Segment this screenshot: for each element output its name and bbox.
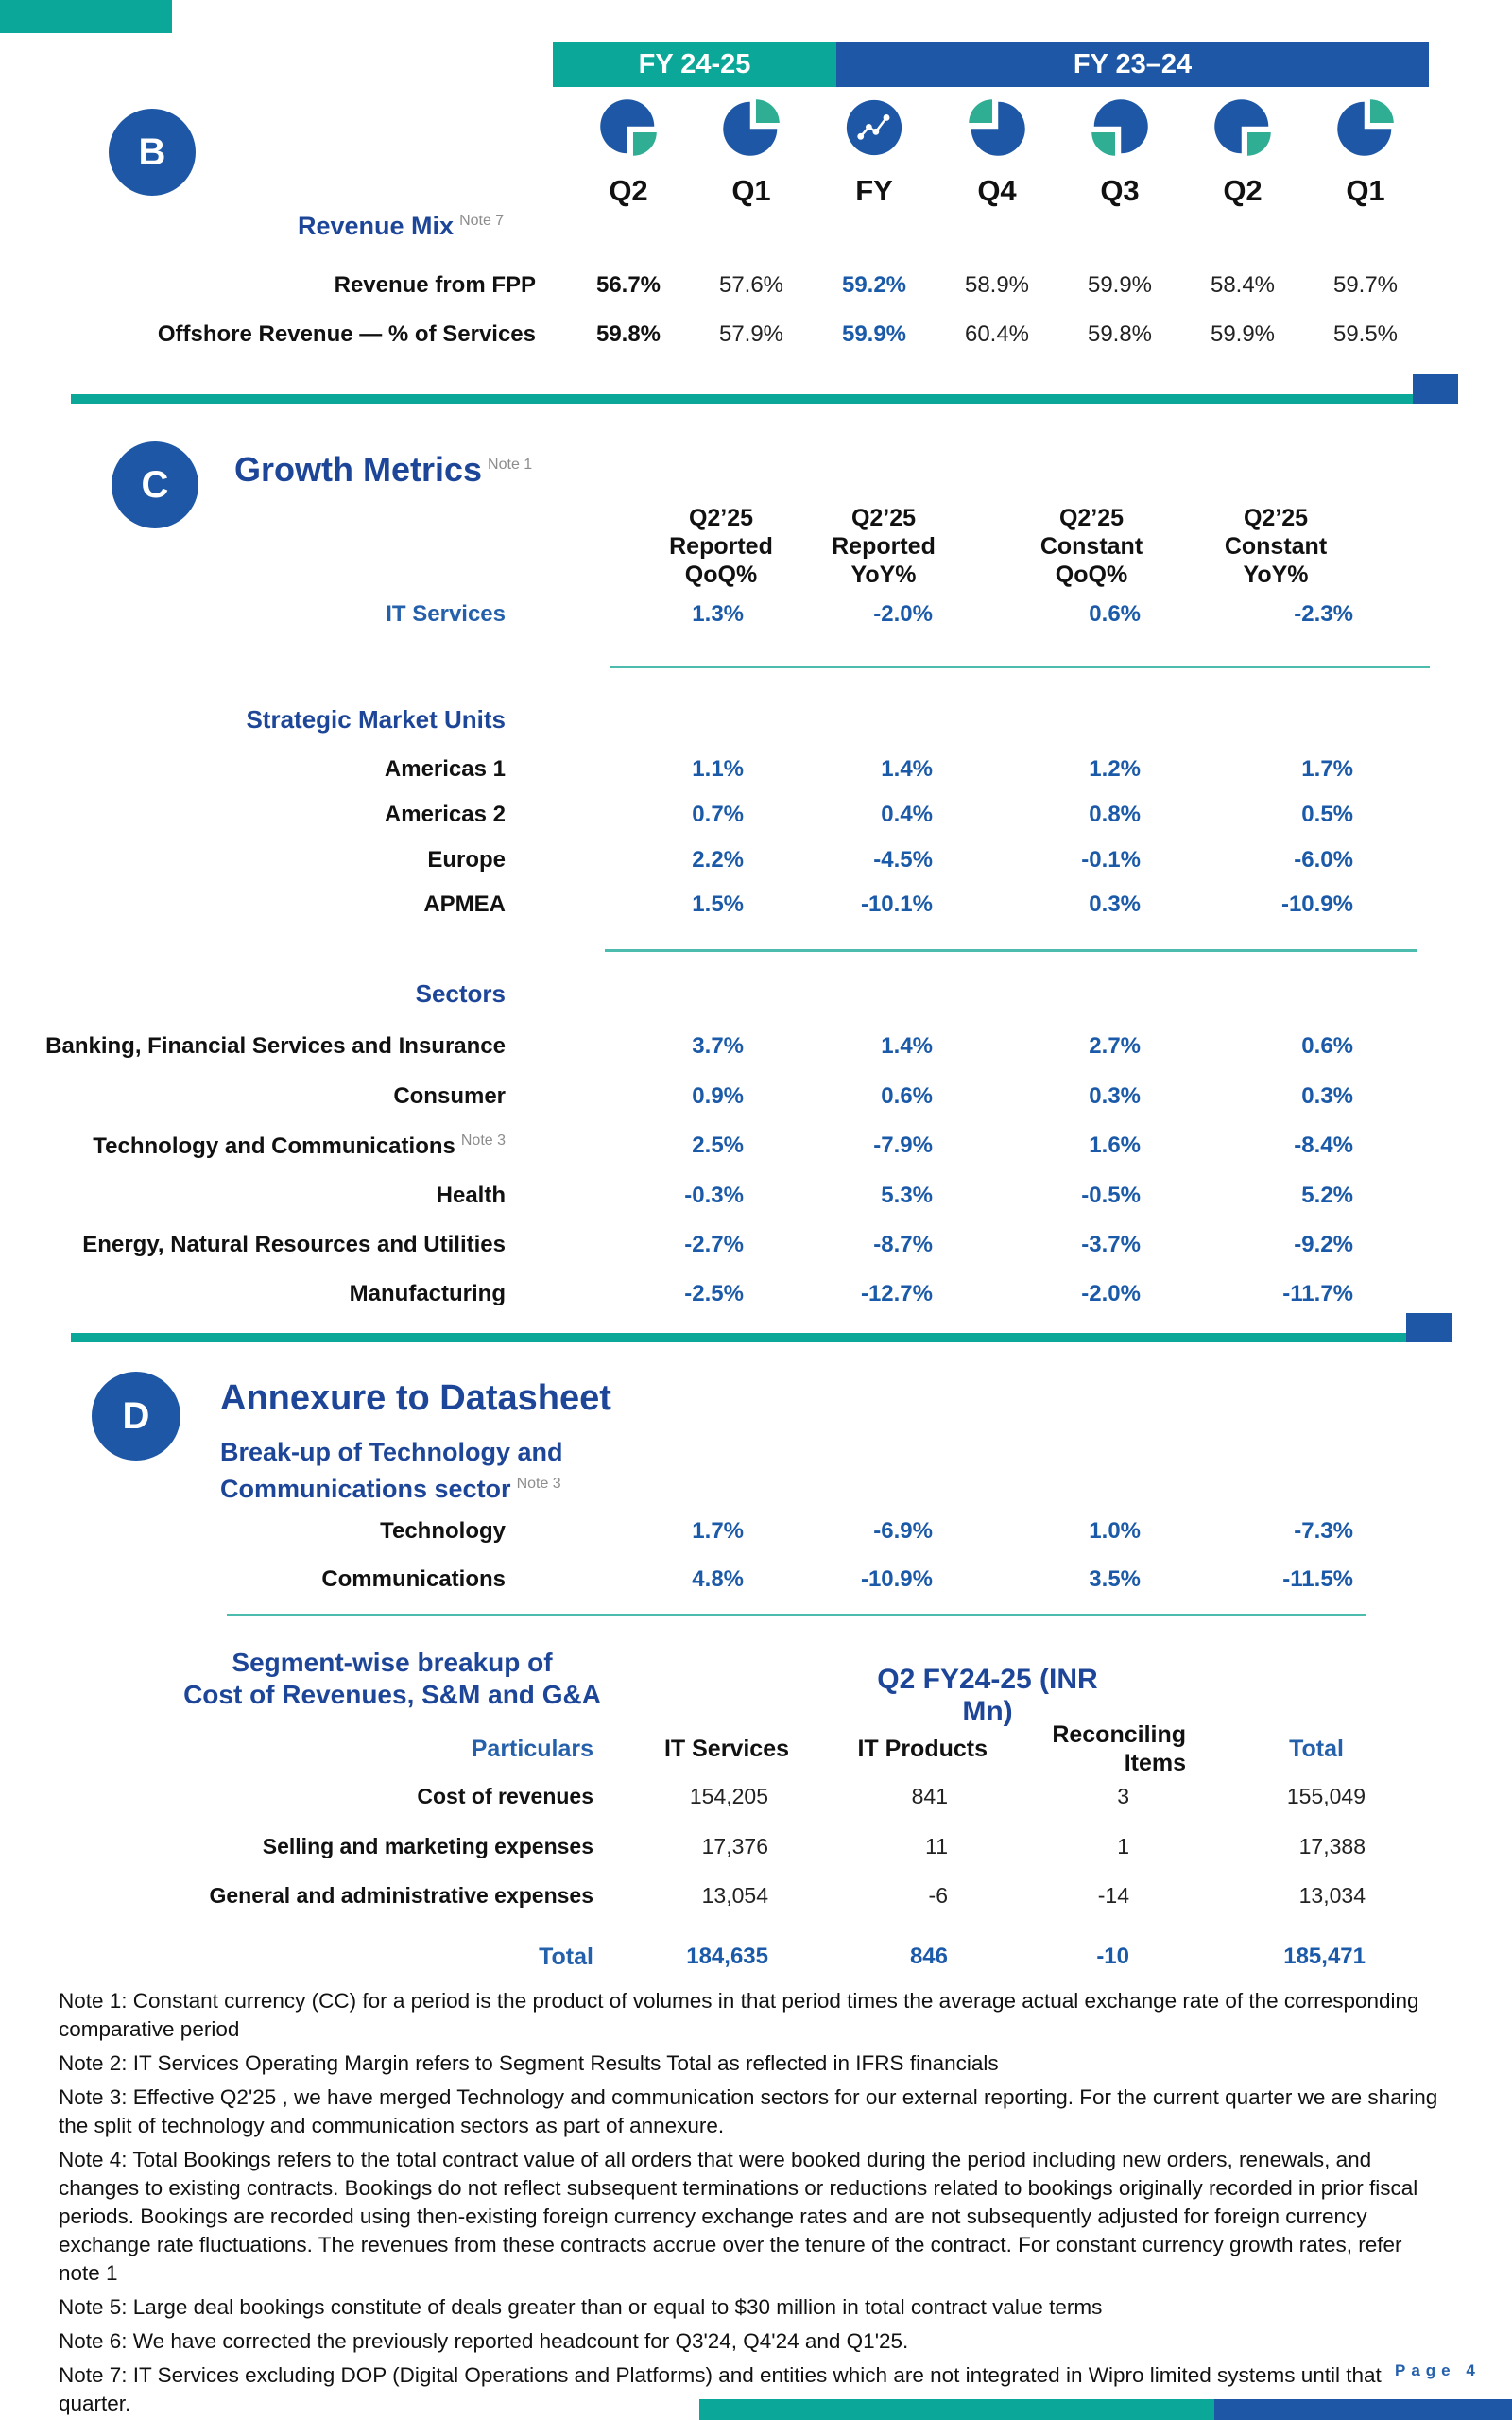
row-label: Total (539, 1943, 593, 1970)
table-row (0, 1779, 1367, 1813)
value-cell: 2.2% (692, 847, 744, 873)
value-cell: 59.9% (1087, 272, 1153, 298)
section-c-badge: C (112, 441, 198, 528)
value-cell: 0.3% (1089, 1083, 1141, 1109)
section-divider (71, 394, 1458, 404)
table-underline (605, 949, 1418, 952)
value-cell: 13,054 (701, 1882, 768, 1908)
row-label: Banking, Financial Services and Insurance (45, 1033, 506, 1059)
trend-fy-icon (845, 98, 903, 157)
column-header: Total (1289, 1735, 1344, 1762)
value-cell: 0.5% (1301, 802, 1353, 827)
pie-q1-icon (722, 98, 781, 157)
row-label: Offshore Revenue — % of Services (157, 321, 536, 347)
pie-q2-icon (1213, 98, 1272, 157)
value-cell: 5.2% (1301, 1183, 1353, 1208)
pie-q1-icon (1336, 98, 1395, 157)
table-row (0, 1226, 1361, 1264)
table-row (0, 796, 1361, 834)
value-cell: 1.5% (692, 891, 744, 917)
row-label: Communications (321, 1566, 506, 1592)
smu-heading: Strategic Market Units (246, 705, 506, 734)
row-label: APMEA (423, 891, 506, 917)
column-header: Reconciling Items (1052, 1721, 1186, 1776)
value-cell: 1.7% (1301, 756, 1353, 782)
value-cell: -2.0% (873, 601, 933, 627)
table-row (0, 1829, 1367, 1863)
value-cell: 1.4% (881, 756, 933, 782)
note-text: Note 4: Total Bookings refers to the total contract value of all orders that were booked during the period including new orders, renewals, and changes to existing contracts. Bookings do not reflect subsequent terminations or reductions related to bookings originally recorded in prior fiscal periods. Bookings are recorded using then-existing foreign currency exchange rates and are not subsequently adjusted for foreign currency exchange rate fluctuations. The revenues from these contracts accrue over the tenure of the contract. For constant currency growth rates, refer note 1 (59, 2148, 1418, 2285)
value-cell: 184,635 (686, 1944, 768, 1969)
value-cell: 56.7% (595, 272, 662, 298)
footer-teal-bar (699, 2399, 1214, 2420)
note-text: Note 1: Constant currency (CC) for a period is the product of volumes in that period times the average actual exchange rate of the corresponding comparative period (59, 1989, 1419, 2041)
value-cell: -9.2% (1294, 1232, 1353, 1257)
page-number: Page 4 (1395, 2361, 1481, 2379)
table-underline (610, 666, 1430, 668)
value-cell: -14 (1097, 1882, 1129, 1908)
value-cell: -6.0% (1294, 847, 1353, 873)
value-cell: -2.0% (1081, 1281, 1141, 1306)
fy-current-banner: FY 24-25 (553, 42, 836, 87)
value-cell: 3.5% (1089, 1566, 1141, 1592)
segment-period-title: Q2 FY24-25 (INR Mn) (877, 1664, 1098, 1727)
value-cell: -7.3% (1294, 1518, 1353, 1544)
value-cell: 17,388 (1298, 1833, 1366, 1858)
growth-metrics-title: Growth Metrics $^{Note 1}$ (234, 450, 533, 489)
annexure-title: Annexure to Datasheet (220, 1378, 611, 1418)
quarter-icons-row (0, 95, 1455, 161)
table-row (0, 751, 1361, 788)
table-row (0, 1878, 1367, 1912)
value-cell: 5.3% (881, 1183, 933, 1208)
pie-q4-icon (968, 98, 1026, 157)
row-label: Americas 1 (384, 756, 506, 782)
quarter-label: Q1 (1346, 174, 1385, 207)
table-row (0, 1177, 1361, 1215)
quarter-label: Q2 (1223, 174, 1263, 207)
value-cell: -2.5% (684, 1281, 744, 1306)
row-label: IT Services (386, 601, 506, 627)
note-text: Note 5: Large deal bookings constitute of deals greater than or equal to $30 million in total contract value terms (59, 2295, 1103, 2319)
column-header: Q2’25 Constant QoQ% (1040, 505, 1143, 588)
revenue-mix-title: Revenue Mix $^{Note 7}$ (298, 212, 505, 240)
value-cell: 59.2% (841, 272, 907, 298)
value-cell: -3.7% (1081, 1232, 1141, 1257)
table-row (0, 1078, 1361, 1115)
note-reference: Note 7 (459, 213, 505, 229)
column-header: IT Services (663, 1735, 789, 1762)
row-label: General and administrative expenses (209, 1882, 593, 1908)
section-divider (71, 1333, 1452, 1342)
annexure-subtitle: Break-up of Technology and Communications sector $^{Note 3}$ (220, 1438, 563, 1503)
pie-q2-icon (599, 98, 658, 157)
value-cell: 57.6% (718, 272, 784, 298)
value-cell: -11.5% (1282, 1566, 1353, 1592)
value-cell: 0.7% (692, 802, 744, 827)
quarter-label: FY (855, 174, 893, 207)
row-label: Energy, Natural Resources and Utilities (82, 1232, 506, 1257)
value-cell: -2.7% (684, 1232, 744, 1257)
value-cell: 1.1% (692, 756, 744, 782)
column-header: Q2’25 Reported QoQ% (669, 505, 773, 588)
value-cell: 1.6% (1089, 1132, 1141, 1158)
value-cell: 13,034 (1298, 1882, 1366, 1908)
value-cell: 154,205 (689, 1783, 768, 1808)
value-cell: 0.4% (881, 802, 933, 827)
note-text: Note 7: IT Services excluding DOP (Digital Operations and Platforms) and entities which are not integrated in Wipro limited systems until that quarter. (59, 2363, 1382, 2415)
value-cell: 3 (1117, 1783, 1129, 1808)
table-row (0, 1561, 1361, 1599)
value-cell: 155,049 (1286, 1783, 1366, 1808)
quarter-label: Q4 (977, 174, 1017, 207)
row-label: Revenue from FPP (334, 272, 536, 298)
column-header: Particulars (471, 1735, 593, 1762)
value-cell: -10 (1096, 1944, 1129, 1969)
table-row (0, 841, 1361, 879)
value-cell: 1.0% (1089, 1518, 1141, 1544)
value-cell: 2.7% (1089, 1033, 1141, 1059)
value-cell: 0.3% (1301, 1083, 1353, 1109)
table-row (0, 267, 1455, 304)
footer-blue-bar (1214, 2399, 1512, 2420)
table-total-row (0, 1938, 1367, 1976)
value-cell: 58.9% (964, 272, 1030, 298)
table-header-row (0, 1719, 1367, 1779)
note-reference: Note 1 (488, 457, 533, 473)
fy-previous-banner: FY 23–24 (836, 42, 1429, 87)
value-cell: 2.5% (692, 1132, 744, 1158)
value-cell: -7.9% (873, 1132, 933, 1158)
value-cell: 0.3% (1089, 891, 1141, 917)
note-text: Note 2: IT Services Operating Margin refers to Segment Results Total as reflected in IFRS financials (59, 2051, 999, 2075)
value-cell: 1.7% (692, 1518, 744, 1544)
value-cell: 185,471 (1283, 1944, 1366, 1969)
value-cell: 3.7% (692, 1033, 744, 1059)
notes-block (59, 1987, 1441, 2420)
value-cell: -8.4% (1294, 1132, 1353, 1158)
row-label: Cost of revenues (417, 1783, 593, 1808)
quarter-label: Q2 (609, 174, 648, 207)
row-label: Europe (427, 847, 506, 873)
quarter-labels-row (0, 172, 1455, 210)
value-cell: 1 (1117, 1833, 1129, 1858)
section-b-badge: B (109, 109, 196, 196)
value-cell: 58.4% (1210, 272, 1276, 298)
row-label: Selling and marketing expenses (262, 1833, 593, 1858)
value-cell: -10.9% (1280, 891, 1353, 917)
row-label: Consumer (393, 1083, 506, 1109)
value-cell: 0.6% (1089, 601, 1141, 627)
section-d-badge: D (92, 1372, 180, 1461)
value-cell: 1.3% (692, 601, 744, 627)
value-cell: -8.7% (873, 1232, 933, 1257)
table-row (0, 1127, 1361, 1165)
value-cell: 60.4% (964, 321, 1030, 347)
table-row (0, 1028, 1361, 1065)
corner-accent-bar (0, 0, 172, 33)
value-cell: 11 (925, 1833, 948, 1858)
divider-end-square (1413, 374, 1458, 404)
value-cell: 59.8% (595, 321, 662, 347)
column-header: IT Products (857, 1735, 988, 1762)
pie-q3-icon (1091, 98, 1149, 157)
row-label: Americas 2 (384, 802, 506, 827)
note-text: Note 3: Effective Q2'25 , we have merged Technology and communication sectors for our external reporting. For the current quarter we are sharing the split of technology and communication sectors as part of annexure. (59, 2085, 1438, 2137)
value-cell: -11.7% (1282, 1281, 1353, 1306)
value-cell: 846 (909, 1944, 948, 1969)
value-cell: -0.3% (684, 1183, 744, 1208)
value-cell: 1.4% (881, 1033, 933, 1059)
note-reference: Note 3 (516, 1476, 561, 1492)
table-underline (227, 1614, 1366, 1616)
value-cell: -6.9% (873, 1518, 933, 1544)
row-label: Manufacturing (349, 1281, 506, 1306)
value-cell: 59.9% (1210, 321, 1276, 347)
value-cell: -10.9% (860, 1566, 933, 1592)
value-cell: -10.1% (860, 891, 933, 917)
value-cell: 59.9% (841, 321, 907, 347)
value-cell: -0.1% (1081, 847, 1141, 873)
column-header: Q2’25 Reported YoY% (832, 505, 936, 588)
quarter-label: Q3 (1100, 174, 1140, 207)
row-label: Technology and Communications $^{Note 3}$ (93, 1132, 506, 1159)
table-row (0, 316, 1455, 354)
column-header: Q2’25 Constant YoY% (1224, 505, 1328, 588)
note-text: Note 6: We have corrected the previously reported headcount for Q3'24, Q4'24 and Q1'25. (59, 2329, 909, 2353)
value-cell: 841 (911, 1783, 948, 1808)
table-row (0, 886, 1361, 924)
value-cell: -12.7% (860, 1281, 933, 1306)
value-cell: -0.5% (1081, 1183, 1141, 1208)
value-cell: -2.3% (1294, 601, 1353, 627)
value-cell: 0.8% (1089, 802, 1141, 827)
quarter-label: Q1 (731, 174, 771, 207)
value-cell: 0.6% (881, 1083, 933, 1109)
value-cell: 59.8% (1087, 321, 1153, 347)
value-cell: 57.9% (718, 321, 784, 347)
sectors-heading: Sectors (415, 979, 506, 1008)
value-cell: -6 (928, 1882, 948, 1908)
row-label: Technology (380, 1518, 506, 1544)
value-cell: 59.5% (1332, 321, 1399, 347)
value-cell: 0.6% (1301, 1033, 1353, 1059)
value-cell: 17,376 (701, 1833, 768, 1858)
table-row (0, 1275, 1361, 1313)
value-cell: 1.2% (1089, 756, 1141, 782)
value-cell: 0.9% (692, 1083, 744, 1109)
value-cell: 4.8% (692, 1566, 744, 1592)
divider-end-square (1406, 1313, 1452, 1342)
note-reference: Note 3 (460, 1132, 506, 1149)
row-label: Health (436, 1183, 506, 1208)
table-row (0, 596, 1361, 633)
value-cell: -4.5% (873, 847, 933, 873)
segment-table-title: Segment-wise breakup of Cost of Revenues, S&M and G&A (183, 1648, 601, 1709)
value-cell: 59.7% (1332, 272, 1399, 298)
table-row (0, 1512, 1361, 1550)
